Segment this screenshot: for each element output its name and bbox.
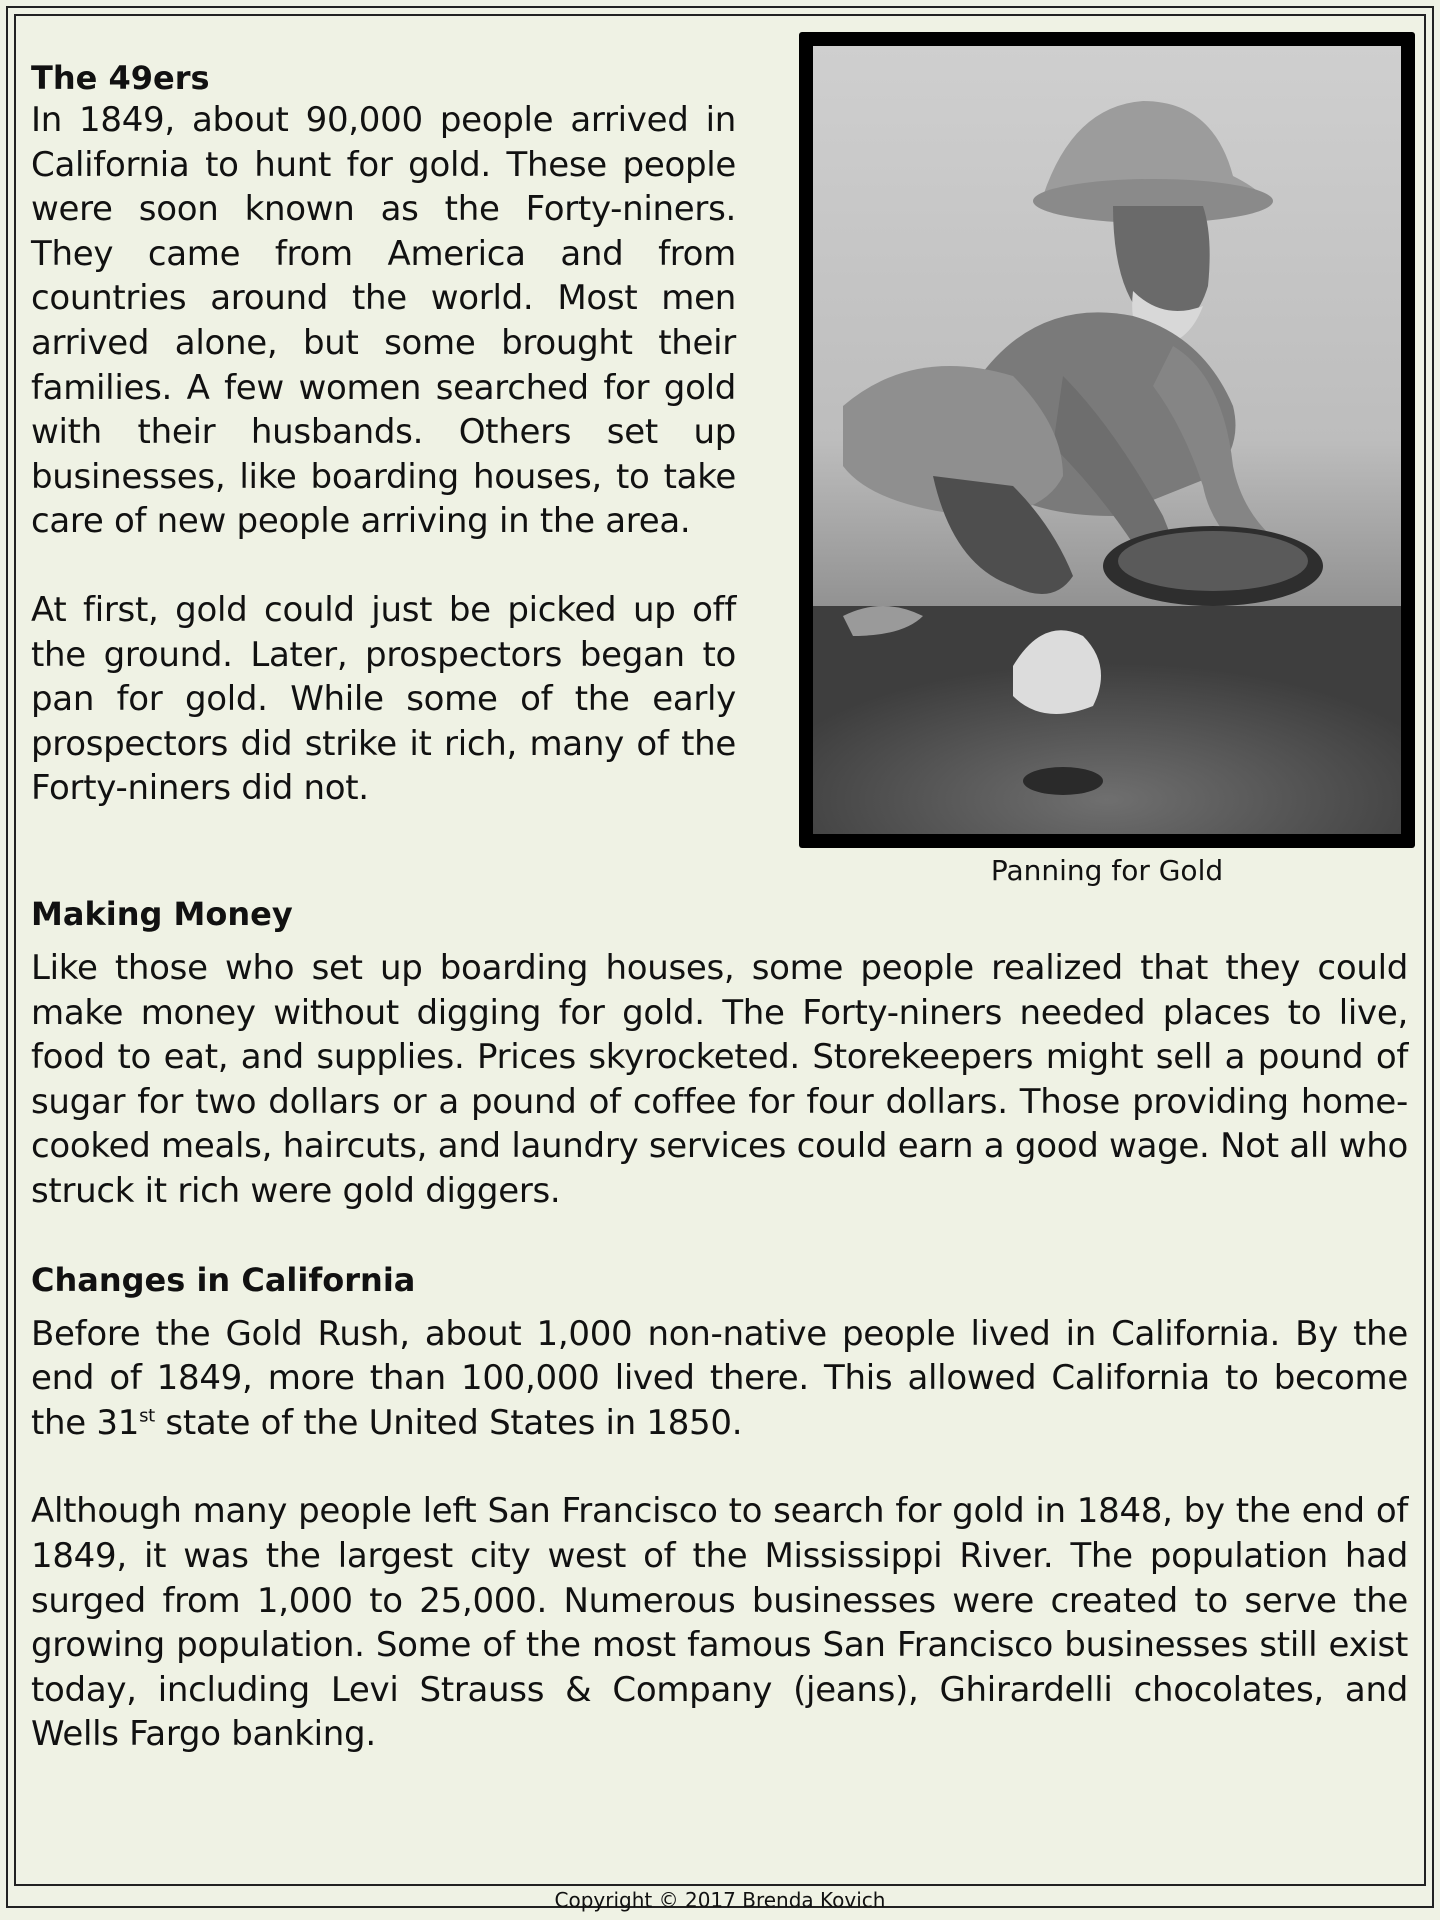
heading-the-49ers: The 49ers xyxy=(31,59,210,97)
section-making-money xyxy=(31,894,1408,1214)
photo-figure xyxy=(799,32,1429,887)
heading-changes-in-california: Changes in California xyxy=(31,1260,416,1299)
paragraph-49ers-arrival: In 1849, about 90,000 people arrived in California to hunt for gold. These people were soon known as the Forty-niners. They came from America and from countries around the world. Most men arrived alone, but some brought their families. A few women searched for gold with their husbands. Others set up businesses, like boarding houses, to take care of new people arriving in the area. xyxy=(31,100,736,542)
section-changes-in-california xyxy=(31,1260,1408,1757)
photo-caption: Panning for Gold xyxy=(990,854,1224,887)
prospector-image xyxy=(813,46,1401,834)
top-section xyxy=(31,58,1408,887)
statehood-text-after: state of the United States in 1850. xyxy=(154,1402,743,1443)
paragraph-statehood xyxy=(31,1312,1408,1446)
prospector-photo xyxy=(799,32,1415,848)
statehood-text-before: Before the Gold Rush, about 1,000 non-native people lived in California. By the end of 1849, more than 100,000 lived there. This allowed California to become the 31 xyxy=(31,1313,1408,1443)
section-the-49ers xyxy=(31,58,736,811)
paragraph-making-money: Like those who set up boarding houses, some people realized that they could make money without digging for gold. The Forty-niners needed places to live, food to eat, and supplies. Prices skyrocketed. Storekeepers might sell a pound of sugar for two dollars or a pound of coffee for four dollars. Those providing home-cooked meals, haircuts, and laundry services could earn a good wage. Not all who struck it rich were gold diggers. xyxy=(31,948,1408,1211)
paragraph-san-francisco: Although many people left San Francisco to search for gold in 1848, by the end of 1849, it was the largest city west of the Mississippi River. The population had surged from 1,000 to 25,000. Numerous businesses were created to serve the growing population. Some of the most famous San Francisco businesses still exist today, including Levi Strauss & Company (jeans), Ghirardelli chocolates, and Wells Fargo banking. xyxy=(31,1491,1408,1755)
copyright-notice: Copyright © 2017 Brenda Kovich xyxy=(554,1888,886,1912)
page-content xyxy=(31,58,1408,1757)
heading-making-money: Making Money xyxy=(31,895,293,933)
ordinal-suffix: st xyxy=(139,1405,155,1427)
paragraph-panning: At first, gold could just be picked up off the ground. Later, prospectors began to pan for gold. While some of the early prospectors did strike it rich, many of the Forty-niners did not. xyxy=(31,589,736,809)
